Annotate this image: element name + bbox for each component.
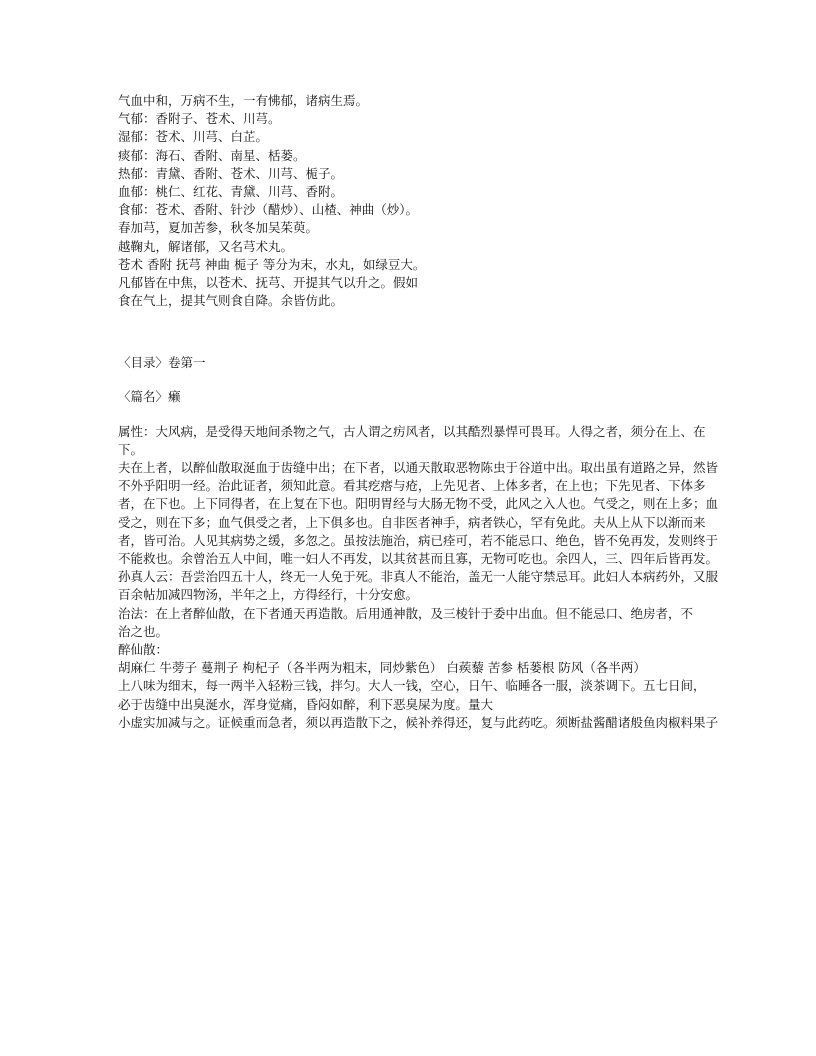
text-line: 夫在上者，以醉仙散取涎血于齿缝中出；在下者，以通天散取恶物陈虫于谷道中出。取出虽有道路之异，然皆 (118, 460, 719, 476)
text-line: 不能救也。余曾治五人中间，唯一妇人不再发，以其贫甚而且寡，无物可吃也。余四人，三、四年后皆再发。 (118, 551, 719, 567)
text-line: 者，在下也。上下同得者，在上复在下也。阳明胃经与大肠无物不受，此风之入人也。气受之，则在上多；血 (118, 496, 719, 512)
text-line: 小虚实加减与之。证候重而急者，须以再造散下之，候补养得还，复与此药吃。须断盐酱醋诸般鱼肉椒料果子 (118, 714, 719, 730)
section-yu-formulas (118, 92, 718, 310)
text-line: 越鞠丸，解诸郁，又名芎术丸。 (118, 238, 294, 254)
text-line: 食郁：苍术、香附、针沙（醋炒）、山楂、神曲（炒）。 (118, 202, 419, 218)
text-line: 治法：在上者醉仙散，在下者通天再造散。后用通神散，及三棱针于委中出血。但不能忌口、绝房者，不 (118, 605, 694, 621)
spacer (118, 407, 718, 423)
spacer (118, 310, 718, 354)
text-line: 百余帖加减四物汤，半年之上，方得经行，十分安愈。 (118, 587, 419, 603)
text-line: 上八味为细末，每一两半入轻粉三钱，拌匀。大人一钱，空心，日午、临睡各一服，淡茶调下。五七日间， (118, 678, 706, 694)
formula-title: 醉仙散： (118, 642, 169, 658)
text-line: 湿郁：苍术、川芎、白芷。 (118, 129, 269, 145)
text-line: 凡郁皆在中焦，以苍术、抚芎、开提其气以升之。假如 (118, 274, 419, 290)
section-leprosy-text (118, 423, 718, 732)
text-line: 治之也。 (118, 623, 169, 639)
text-line: 食在气上，提其气则食自降。余皆仿此。 (118, 293, 344, 309)
text-line: 必于齿缝中出臭涎水，浑身觉痛，昏闷如醉，利下恶臭屎为度。量大 (118, 696, 494, 712)
text-line: 受之，则在下多；血气俱受之者，上下俱多也。自非医者神手，病者铁心，罕有免此。夫从上从下以渐而来 (118, 514, 706, 530)
text-line: 属性：大风病，是受得天地间杀物之气，古人谓之疠风者，以其酷烈暴悍可畏耳。人得之者，须分在上、在下。 (118, 423, 706, 457)
text-line: 不外乎阳明一经。治此证者，须知此意。看其疙瘩与疮，上先见者、上体多者，在上也；下先见者、下体多 (118, 478, 706, 494)
formula-ingredients: 胡麻仁 牛蒡子 蔓荆子 枸杞子（各半两为粗末，同炒紫色） 白蒺藜 苦参 栝蒌根 防风（各半两） (118, 660, 646, 676)
text-line: 者，皆可治。人见其病势之缓，多忽之。虽按法施治，病已痊可，若不能忌口、绝色，皆不免再发，发则终于 (118, 532, 719, 548)
text-line: 苍术 香附 抚芎 神曲 栀子 等分为末，水丸，如绿豆大。 (118, 256, 426, 272)
toc-label: 〈目录〉卷第一 (118, 355, 206, 371)
text-line: 春加芎，夏加苦参，秋冬加吴茱萸。 (118, 220, 319, 236)
text-line: 痰郁：海石、香附、南星、栝蒌。 (118, 147, 306, 163)
chapter-heading: 〈篇名〉癞 (118, 389, 181, 405)
text-line: 血郁：桃仁、红花、青黛、川芎、香附。 (118, 183, 344, 199)
spacer (118, 372, 718, 388)
text-line: 气血中和，万病不生，一有怫郁，诸病生焉。 (118, 93, 369, 108)
document-page (118, 92, 718, 732)
text-line: 气郁：香附子、苍术、川芎。 (118, 111, 281, 127)
text-line: 热郁：青黛、香附、苍术、川芎、栀子。 (118, 165, 344, 181)
text-line: 孙真人云：吾尝治四五十人，终无一人免于死。非真人不能治，盖无一人能守禁忌耳。此妇人本病药外，又服 (118, 569, 719, 585)
